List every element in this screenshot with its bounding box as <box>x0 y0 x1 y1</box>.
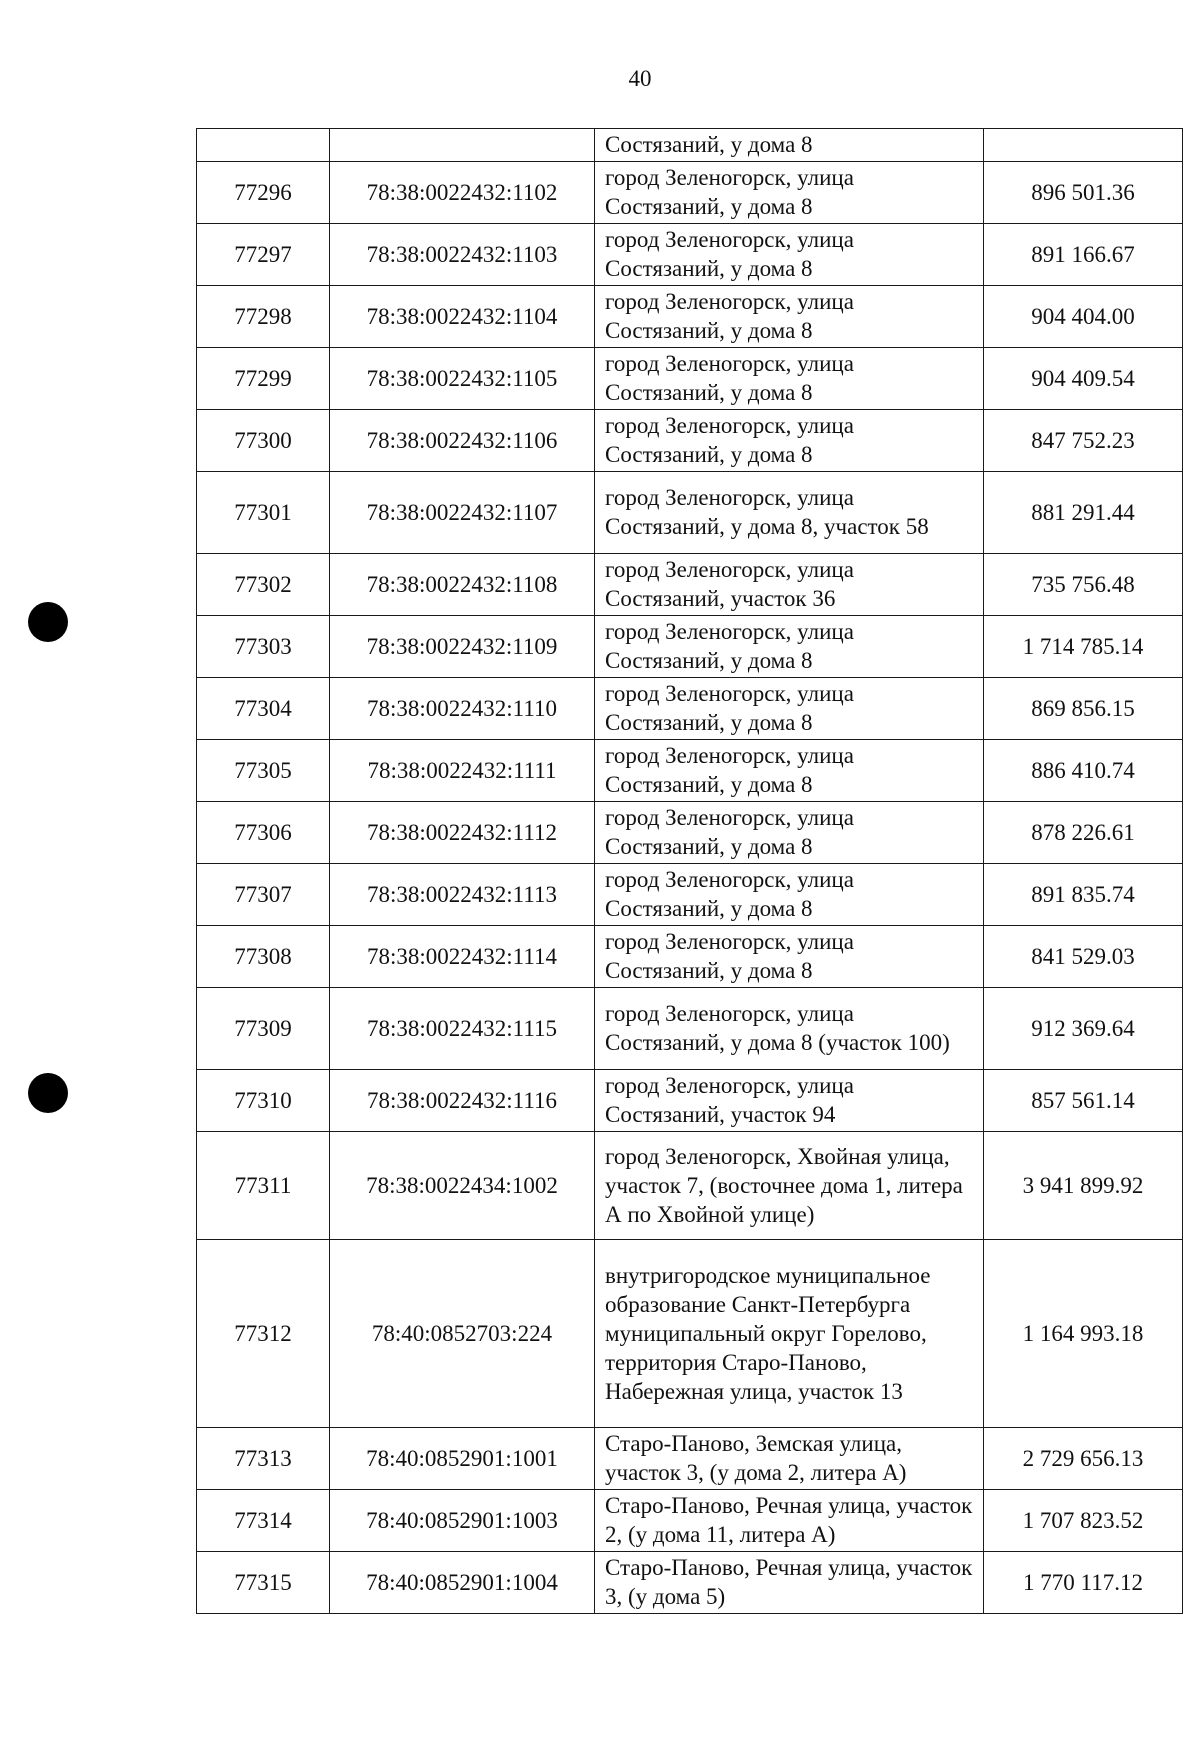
cadastral-number-cell: 78:40:0852901:1004 <box>330 1552 595 1614</box>
row-number-cell: 77315 <box>197 1552 330 1614</box>
row-number-cell: 77299 <box>197 348 330 410</box>
table-row <box>197 740 1183 802</box>
table-row <box>197 802 1183 864</box>
address-cell: Старо-Паново, Речная улица, участок 2, (у дома 11, литера А) <box>595 1490 984 1552</box>
cadastral-number-cell: 78:40:0852901:1001 <box>330 1428 595 1490</box>
table-row <box>197 864 1183 926</box>
cadastral-number-cell: 78:38:0022432:1103 <box>330 224 595 286</box>
address-cell: город Зеленогорск, Хвойная улица, участок 7, (восточнее дома 1, литера А по Хвойной улице) <box>595 1132 984 1240</box>
table-row <box>197 1552 1183 1614</box>
value-cell: 904 404.00 <box>984 286 1183 348</box>
row-number-cell: 77301 <box>197 472 330 554</box>
address-cell: город Зеленогорск, улица Состязаний, у дома 8 <box>595 802 984 864</box>
cadastral-number-cell: 78:38:0022432:1115 <box>330 988 595 1070</box>
value-cell: 881 291.44 <box>984 472 1183 554</box>
value-cell: 904 409.54 <box>984 348 1183 410</box>
value-cell: 841 529.03 <box>984 926 1183 988</box>
row-number-cell: 77297 <box>197 224 330 286</box>
value-cell <box>984 129 1183 162</box>
value-cell: 2 729 656.13 <box>984 1428 1183 1490</box>
address-cell: Старо-Паново, Речная улица, участок 3, (у дома 5) <box>595 1552 984 1614</box>
punch-hole-upper <box>28 602 68 642</box>
table-row <box>197 988 1183 1070</box>
cadastral-number-cell: 78:38:0022432:1104 <box>330 286 595 348</box>
table-row <box>197 162 1183 224</box>
address-cell: город Зеленогорск, улица Состязаний, у дома 8 <box>595 162 984 224</box>
value-cell: 891 835.74 <box>984 864 1183 926</box>
value-cell: 886 410.74 <box>984 740 1183 802</box>
cadastral-number-cell: 78:40:0852703:224 <box>330 1240 595 1428</box>
value-cell: 912 369.64 <box>984 988 1183 1070</box>
cadastral-number-cell: 78:38:0022432:1113 <box>330 864 595 926</box>
row-number-cell: 77313 <box>197 1428 330 1490</box>
table-row <box>197 286 1183 348</box>
row-number-cell: 77296 <box>197 162 330 224</box>
value-cell: 1 714 785.14 <box>984 616 1183 678</box>
value-cell: 896 501.36 <box>984 162 1183 224</box>
address-cell: город Зеленогорск, улица Состязаний, участок 94 <box>595 1070 984 1132</box>
table-row <box>197 1240 1183 1428</box>
cadastral-number-cell: 78:38:0022432:1112 <box>330 802 595 864</box>
table-row <box>197 224 1183 286</box>
address-cell: город Зеленогорск, улица Состязаний, у дома 8 <box>595 864 984 926</box>
registry-table-wrap <box>196 128 1144 1614</box>
address-cell: город Зеленогорск, улица Состязаний, у дома 8 <box>595 678 984 740</box>
table-row <box>197 348 1183 410</box>
page-number: 40 <box>628 66 652 91</box>
value-cell: 1 770 117.12 <box>984 1552 1183 1614</box>
value-cell: 1 707 823.52 <box>984 1490 1183 1552</box>
row-number-cell: 77304 <box>197 678 330 740</box>
cadastral-number-cell: 78:38:0022432:1110 <box>330 678 595 740</box>
row-number-cell: 77310 <box>197 1070 330 1132</box>
address-cell: город Зеленогорск, улица Состязаний, участок 36 <box>595 554 984 616</box>
row-number-cell: 77305 <box>197 740 330 802</box>
address-cell: Старо-Паново, Земская улица, участок 3, (у дома 2, литера А) <box>595 1428 984 1490</box>
table-row <box>197 926 1183 988</box>
cadastral-number-cell: 78:38:0022432:1108 <box>330 554 595 616</box>
cadastral-number-cell: 78:38:0022432:1102 <box>330 162 595 224</box>
value-cell: 847 752.23 <box>984 410 1183 472</box>
table-row <box>197 1132 1183 1240</box>
value-cell: 878 226.61 <box>984 802 1183 864</box>
cadastral-number-cell <box>330 129 595 162</box>
row-number-cell: 77302 <box>197 554 330 616</box>
address-cell: город Зеленогорск, улица Состязаний, у дома 8 <box>595 348 984 410</box>
table-row <box>197 472 1183 554</box>
row-number-cell <box>197 129 330 162</box>
row-number-cell: 77298 <box>197 286 330 348</box>
address-cell: город Зеленогорск, улица Состязаний, у дома 8 <box>595 410 984 472</box>
cadastral-number-cell: 78:38:0022432:1114 <box>330 926 595 988</box>
row-number-cell: 77314 <box>197 1490 330 1552</box>
table-row-continued <box>197 129 1183 162</box>
cadastral-number-cell: 78:40:0852901:1003 <box>330 1490 595 1552</box>
value-cell: 735 756.48 <box>984 554 1183 616</box>
value-cell: 3 941 899.92 <box>984 1132 1183 1240</box>
address-cell: Состязаний, у дома 8 <box>595 129 984 162</box>
value-cell: 857 561.14 <box>984 1070 1183 1132</box>
row-number-cell: 77308 <box>197 926 330 988</box>
registry-table <box>196 128 1183 1614</box>
table-row <box>197 1490 1183 1552</box>
row-number-cell: 77300 <box>197 410 330 472</box>
table-row <box>197 554 1183 616</box>
table-row <box>197 678 1183 740</box>
cadastral-number-cell: 78:38:0022432:1116 <box>330 1070 595 1132</box>
address-cell: внутригородское муниципальное образование Санкт-Петербурга муниципальный округ Горелово, территория Старо-Паново, Набережная улица, участок 13 <box>595 1240 984 1428</box>
row-number-cell: 77311 <box>197 1132 330 1240</box>
address-cell: город Зеленогорск, улица Состязаний, у дома 8, участок 58 <box>595 472 984 554</box>
row-number-cell: 77303 <box>197 616 330 678</box>
cadastral-number-cell: 78:38:0022432:1107 <box>330 472 595 554</box>
cadastral-number-cell: 78:38:0022432:1105 <box>330 348 595 410</box>
table-row <box>197 1428 1183 1490</box>
cadastral-number-cell: 78:38:0022432:1109 <box>330 616 595 678</box>
address-cell: город Зеленогорск, улица Состязаний, у дома 8 <box>595 740 984 802</box>
address-cell: город Зеленогорск, улица Состязаний, у дома 8 <box>595 616 984 678</box>
address-cell: город Зеленогорск, улица Состязаний, у дома 8 <box>595 286 984 348</box>
value-cell: 891 166.67 <box>984 224 1183 286</box>
table-row <box>197 410 1183 472</box>
punch-hole-lower <box>28 1073 68 1113</box>
address-cell: город Зеленогорск, улица Состязаний, у дома 8 <box>595 926 984 988</box>
row-number-cell: 77306 <box>197 802 330 864</box>
address-cell: город Зеленогорск, улица Состязаний, у дома 8 (участок 100) <box>595 988 984 1070</box>
value-cell: 869 856.15 <box>984 678 1183 740</box>
value-cell: 1 164 993.18 <box>984 1240 1183 1428</box>
table-row <box>197 1070 1183 1132</box>
row-number-cell: 77312 <box>197 1240 330 1428</box>
address-cell: город Зеленогорск, улица Состязаний, у дома 8 <box>595 224 984 286</box>
row-number-cell: 77307 <box>197 864 330 926</box>
table-row <box>197 616 1183 678</box>
cadastral-number-cell: 78:38:0022434:1002 <box>330 1132 595 1240</box>
cadastral-number-cell: 78:38:0022432:1111 <box>330 740 595 802</box>
row-number-cell: 77309 <box>197 988 330 1070</box>
cadastral-number-cell: 78:38:0022432:1106 <box>330 410 595 472</box>
